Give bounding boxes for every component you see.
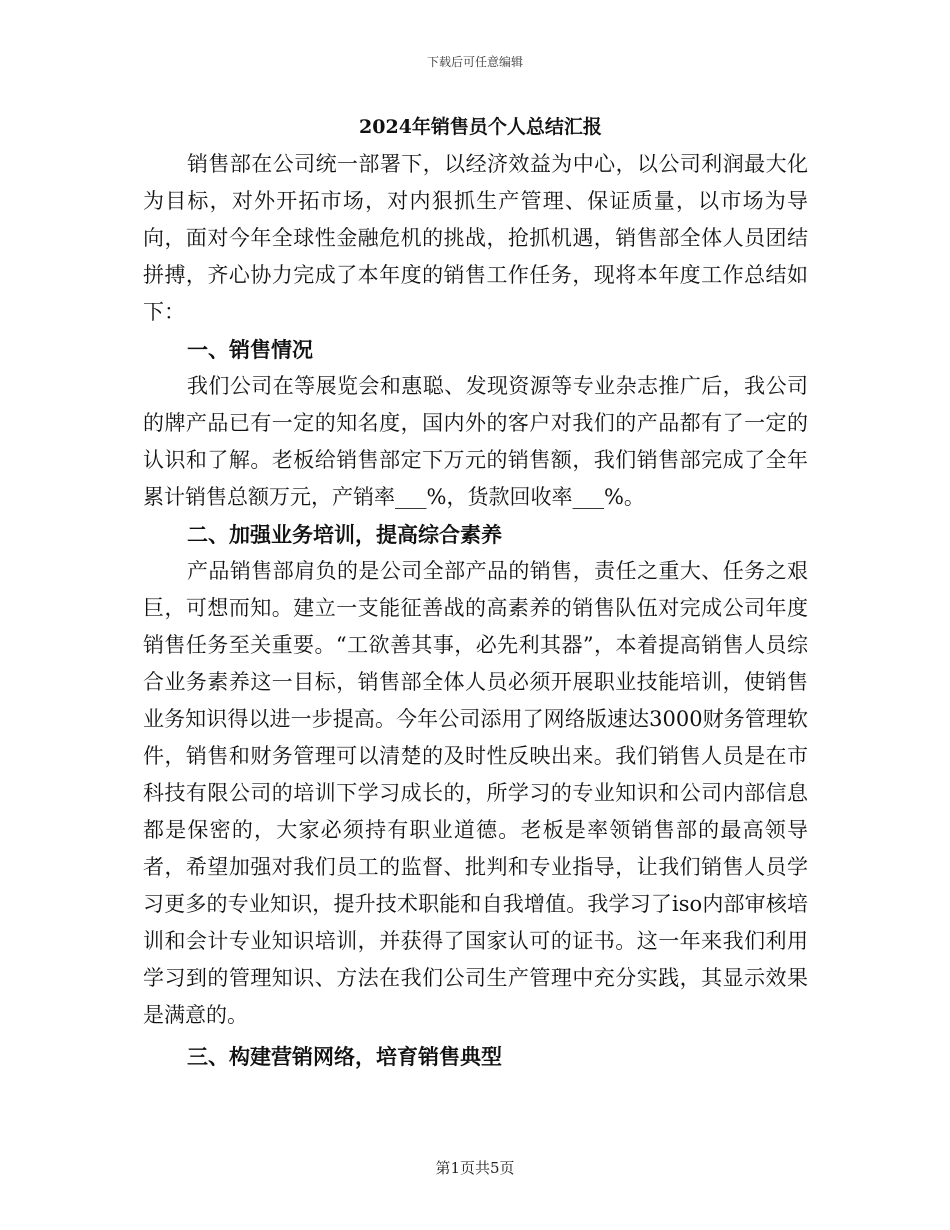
page-number: 第1页共5页 — [435, 1159, 515, 1177]
section-body-sales: 我们公司在等展览会和惠聪、发现资源等专业杂志推广后，我公司的牌产品已有一定的知名度，国内外的客户对我们的产品都有了一定的认识和了解。老板给销售部定下万元的销售额，我们销售部完成了全年累计销售总额万元，产销率___%，货款回收率___%。 — [143, 374, 808, 509]
section-body-training: 产品销售部肩负的是公司全部产品的销售，责任之重大、任务之艰巨，可想而知。建立一支能征善战的高素养的销售队伍对完成公司年度销售任务至关重要。“工欲善其事，必先利其器”，本着提高销售人员综合业务素养这一目标，销售部全体人员必须开展职业技能培训，使销售业务知识得以进一步提高。今年公司添用了网络版速达3000财务管理软件，销售和财务管理可以清楚的及时性反映出来。我们销售人员是在市科技有限公司的培训下学习成长的，所学习的专业知识和公司内部信息都是保密的，大家必须持有职业道德。老板是率领销售部的最高领导者，希望加强对我们员工的监督、批判和专业指导，让我们销售人员学习更多的专业知识，提升技术职能和自我增值。我学习了iso内部审核培训和会计专业知识培训，并获得了国家认可的证书。这一年来我们利用学习到的管理知识、方法在我们公司生产管理中充分实践，其显示效果是满意的。 — [143, 559, 808, 1027]
document-body — [143, 108, 808, 1075]
section-heading-sales: 一、销售情况 — [187, 337, 313, 362]
section-heading-training: 二、加强业务培训，提高综合素养 — [187, 522, 502, 547]
page-header-note: 下载后可任意编辑 — [426, 55, 523, 69]
document-title: 2024年销售员个人总结汇报 — [359, 116, 602, 138]
section-heading-network: 三、构建营销网络，培育销售典型 — [187, 1044, 502, 1069]
intro-paragraph: 销售部在公司统一部署下，以经济效益为中心，以公司利润最大化为目标，对外开拓市场，对内狠抓生产管理、保证质量，以市场为导向，面对今年全球性金融危机的挑战，抢抓机遇，销售部全体人员团结拼搏，齐心协力完成了本年度的销售工作任务，现将本年度工作总结如下： — [143, 152, 808, 324]
